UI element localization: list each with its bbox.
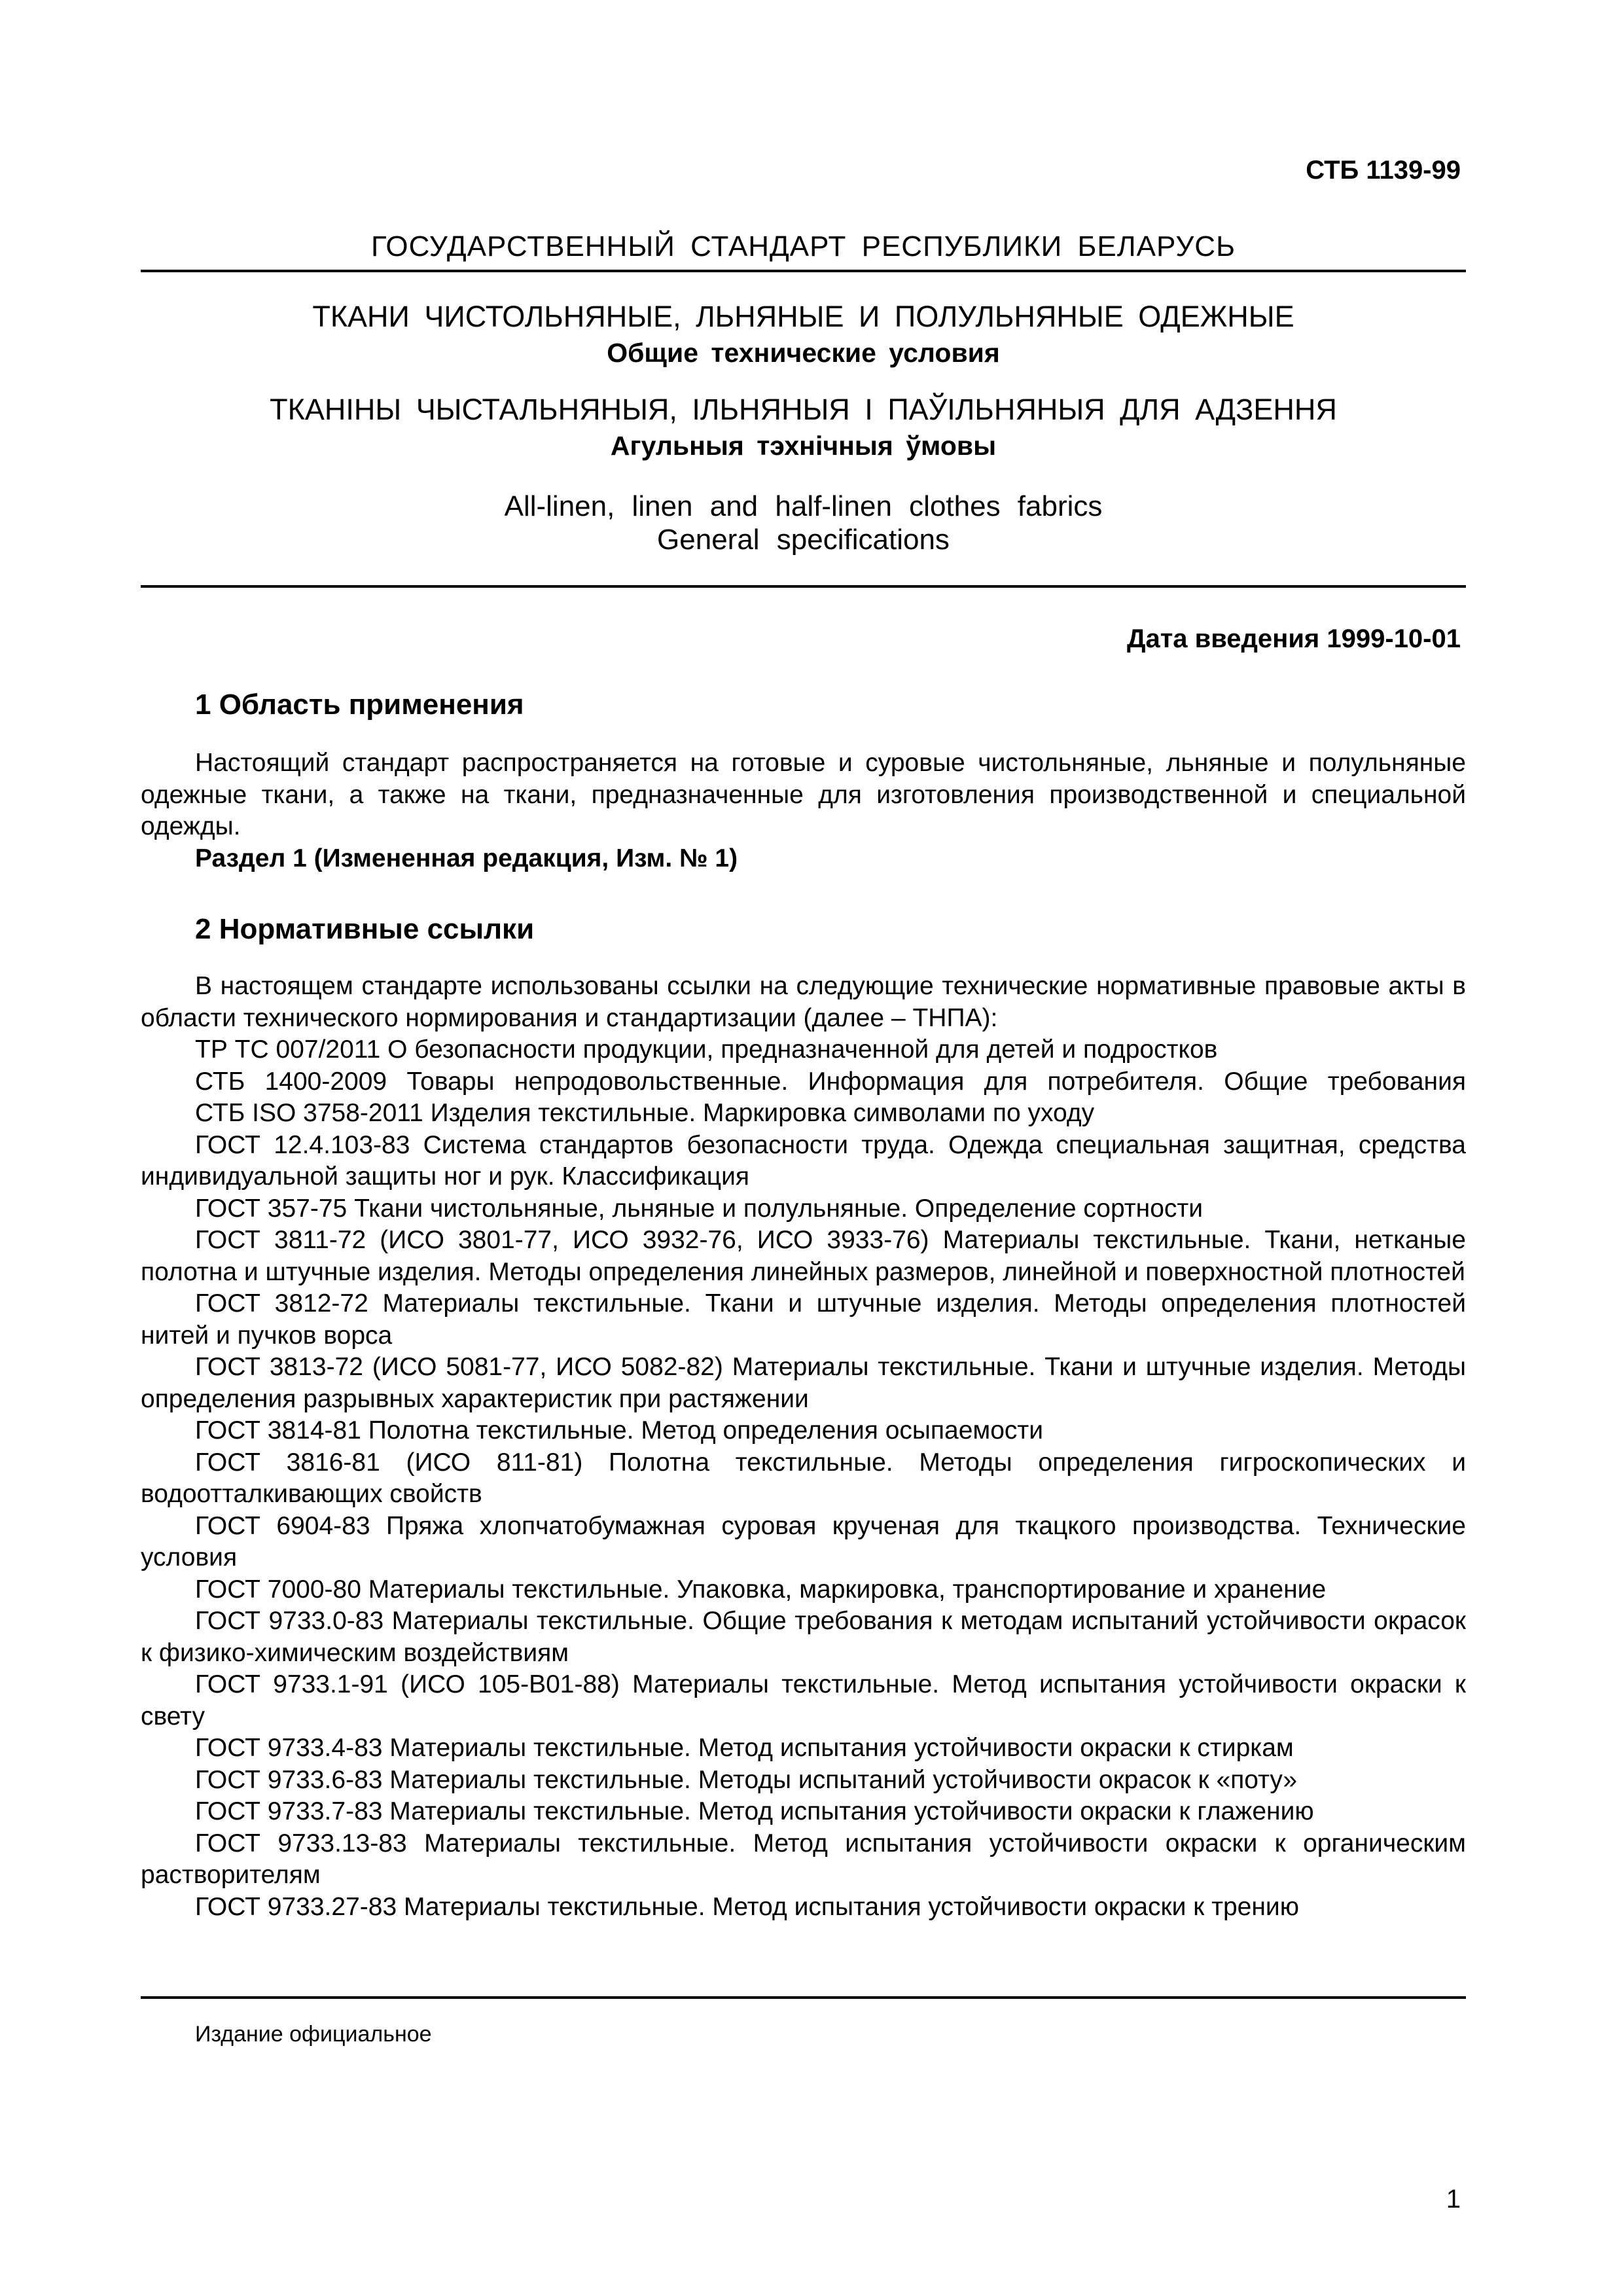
title-divider (141, 585, 1466, 588)
reference-item: ТР ТС 007/2011 О безопасности продукции, предназначенной для детей и подростков (195, 1035, 1218, 1064)
references-list (141, 971, 1466, 1923)
subtitle-russian: Общие технические условия (607, 338, 1000, 368)
state-standard-title: ГОСУДАРСТВЕННЫЙ СТАНДАРТ РЕСПУБЛИКИ БЕЛАРУСЬ (371, 230, 1236, 262)
reference-item: ГОСТ 3811-72 (ИСО 3801-77, ИСО 3932-76, ИСО 3933-76) Материалы текстильные. Ткани, нетканые полотна и штучные изделия. Методы определения линейных размеров, линейной и поверхностной плотностей (141, 1226, 1466, 1286)
section-1-heading: 1 Область применения (195, 689, 524, 721)
header-divider (141, 270, 1466, 272)
section-1-text: Настоящий стандарт распространяется на готовые и суровые чистольняные, льняные и полульняные одежные ткани, а также на ткани, предназначенные для изготовления производственной и специальной одежды. (141, 749, 1466, 840)
reference-item: ГОСТ 357-75 Ткани чистольняные, льняные и полульняные. Определение сортности (195, 1194, 1204, 1223)
reference-item: ГОСТ 9733.0-83 Материалы текстильные. Общие требования к методам испытаний устойчивости окрасок к физико-химическим воздействиям (141, 1607, 1466, 1667)
reference-item: СТБ 1400-2009 Товары непродовольственные. Информация для потребителя. Общие требования (195, 1067, 1466, 1096)
reference-item: ГОСТ 9733.13-83 Материалы текстильные. Метод испытания устойчивости окраски к органическим растворителям (141, 1829, 1466, 1889)
subtitle-english: General specifications (657, 524, 950, 556)
title-russian: ТКАНИ ЧИСТОЛЬНЯНЫЕ, ЛЬНЯНЫЕ И ПОЛУЛЬНЯНЫЕ ОДЕЖНЫЕ (312, 300, 1294, 333)
reference-item: ГОСТ 3816-81 (ИСО 811-81) Полотна текстильные. Методы определения гигроскопических и водоотталкивающих свойств (141, 1448, 1466, 1508)
title-english: All-linen, linen and half-linen clothes fabrics (504, 490, 1103, 522)
reference-item: ГОСТ 9733.6-83 Материалы текстильные. Методы испытаний устойчивости окрасок к «поту» (195, 1765, 1298, 1794)
official-edition-note: Издание официальное (195, 2022, 432, 2047)
reference-item: ГОСТ 3812-72 Материалы текстильные. Ткани и штучные изделия. Методы определения плотностей нитей и пучков ворса (141, 1289, 1466, 1350)
document-code: СТБ 1139-99 (1306, 156, 1461, 185)
section-1-body (141, 747, 1466, 874)
title-belarusian: ТКАНІНЫ ЧЫСТАЛЬНЯНЫЯ, ІЛЬНЯНЫЯ І ПАЎІЛЬНЯНЫЯ ДЛЯ АДЗЕННЯ (270, 393, 1337, 426)
reference-item: ГОСТ 9733.7-83 Материалы текстильные. Метод испытания устойчивости окраски к глажению (195, 1797, 1314, 1825)
reference-item: СТБ ISO 3758-2011 Изделия текстильные. Маркировка символами по уходу (195, 1099, 1095, 1127)
reference-item: ГОСТ 12.4.103-83 Система стандартов безопасности труда. Одежда специальная защитная, средства индивидуальной защиты ног и рук. Классификация (141, 1130, 1466, 1191)
section-2-intro: В настоящем стандарте использованы ссылки на следующие технические нормативные правовые акты в области технического нормирования и стандартизации (далее – ТНПА): (141, 972, 1466, 1032)
reference-item: ГОСТ 9733.27-83 Материалы текстильные. Метод испытания устойчивости окраски к трению (195, 1892, 1299, 1921)
introduction-date: Дата введения 1999-10-01 (1126, 624, 1461, 653)
section-1-amendment: Раздел 1 (Измененная редакция, Изм. № 1) (195, 844, 738, 872)
section-2-heading: 2 Нормативные ссылки (195, 913, 535, 945)
reference-item: ГОСТ 9733.4-83 Материалы текстильные. Метод испытания устойчивости окраски к стиркам (195, 1734, 1294, 1762)
reference-item: ГОСТ 7000-80 Материалы текстильные. Упаковка, маркировка, транспортирование и хранение (195, 1575, 1327, 1604)
reference-item: ГОСТ 9733.1-91 (ИСО 105-В01-88) Материалы текстильные. Метод испытания устойчивости окраски к свету (141, 1670, 1466, 1731)
reference-item: ГОСТ 3813-72 (ИСО 5081-77, ИСО 5082-82) Материалы текстильные. Ткани и штучные изделия. Методы определения разрывных характеристик при растяжении (141, 1353, 1466, 1413)
footer-divider (141, 1996, 1466, 1999)
page-number: 1 (1446, 2185, 1461, 2214)
reference-item: ГОСТ 6904-83 Пряжа хлопчатобумажная суровая крученая для ткацкого производства. Технические условия (141, 1511, 1466, 1571)
subtitle-belarusian: Агульныя тэхнічныя ўмовы (610, 431, 997, 461)
reference-item: ГОСТ 3814-81 Полотна текстильные. Метод определения осыпаемости (195, 1416, 1044, 1444)
